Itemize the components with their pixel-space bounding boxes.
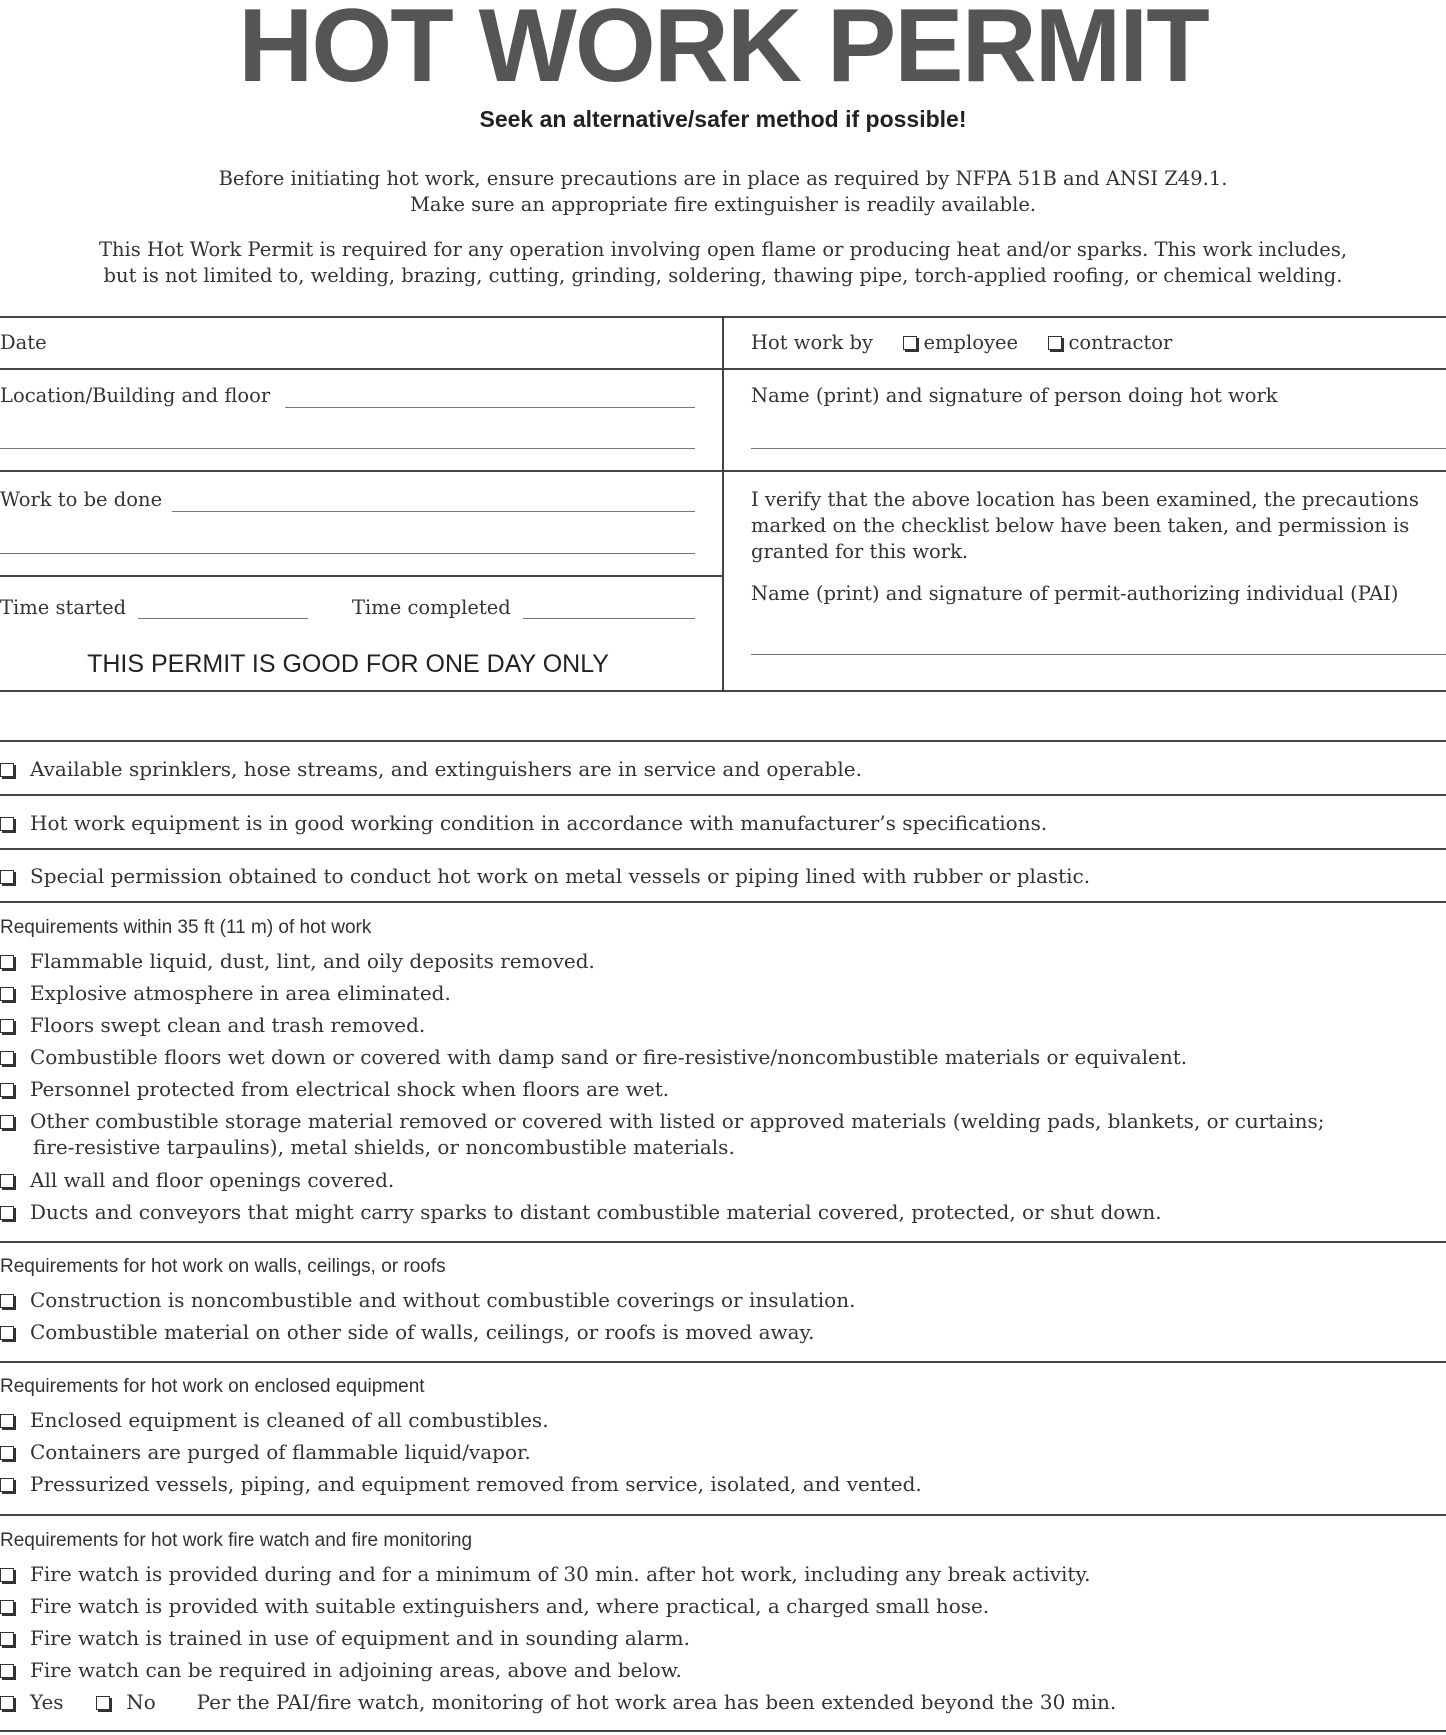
checklist-item: Hot work equipment is in good working condition in accordance with manufacturer’s specifications.	[0, 810, 1047, 836]
divider	[0, 1241, 1446, 1243]
divider	[0, 1361, 1446, 1363]
checklist-checkbox[interactable]	[0, 870, 14, 884]
one-day-notice: THIS PERMIT IS GOOD FOR ONE DAY ONLY	[87, 650, 609, 678]
work-field-line2[interactable]	[0, 553, 695, 554]
no-checkbox[interactable]	[96, 1696, 110, 1710]
time-started-label: Time started	[0, 596, 127, 619]
checklist-item: Containers are purged of flammable liquid/vapor.	[0, 1439, 531, 1465]
checklist-item: Construction is noncombustible and without combustible coverings or insulation.	[0, 1287, 855, 1313]
location-field-line2[interactable]	[0, 448, 695, 449]
intro-line: This Hot Work Permit is required for any operation involving open flame or producing heat and/or sparks. This work includes,	[98, 238, 1348, 261]
page-title: HOT WORK PERMIT	[238, 0, 1208, 104]
subtitle-warning: Seek an alternative/safer method if possible!	[479, 106, 967, 132]
time-completed-field[interactable]	[523, 618, 695, 619]
checklist-checkbox[interactable]	[0, 1478, 14, 1492]
hot-work-by-label: Hot work by	[751, 331, 874, 354]
divider	[0, 848, 1446, 850]
checklist-checkbox[interactable]	[0, 817, 14, 831]
checklist-item: Pressurized vessels, piping, and equipment removed from service, isolated, and vented.	[0, 1471, 922, 1497]
checklist-item: Combustible material on other side of walls, ceilings, or roofs is moved away.	[0, 1319, 815, 1345]
divider	[0, 1514, 1446, 1516]
checklist-item: Fire watch is provided with suitable extinguishers and, where practical, a charged small hose.	[0, 1593, 989, 1619]
checklist-checkbox[interactable]	[0, 1600, 14, 1614]
checklist-item: Available sprinklers, hose streams, and extinguishers are in service and operable.	[0, 756, 862, 782]
checklist-checkbox[interactable]	[0, 1051, 14, 1065]
work-field[interactable]	[172, 511, 695, 512]
verify-text: marked on the checklist below have been taken, and permission is	[751, 514, 1410, 537]
intro-line: Before initiating hot work, ensure precautions are in place as required by NFPA 51B and ANSI Z49.1.	[218, 167, 1228, 190]
yes-label: Yes	[30, 1690, 64, 1714]
section-heading: Requirements for hot work on walls, ceilings, or roofs	[0, 1256, 446, 1277]
contractor-label: contractor	[1068, 331, 1173, 354]
checklist-item: Flammable liquid, dust, lint, and oily deposits removed.	[0, 948, 595, 974]
checklist-checkbox[interactable]	[0, 1206, 14, 1220]
divider	[0, 740, 1446, 742]
location-field[interactable]	[285, 407, 695, 408]
checklist-checkbox[interactable]	[0, 1664, 14, 1678]
divider	[0, 901, 1446, 903]
checklist-checkbox[interactable]	[0, 1174, 14, 1188]
employee-label: employee	[923, 331, 1019, 354]
checklist-checkbox[interactable]	[0, 987, 14, 1001]
employee-checkbox[interactable]	[903, 336, 917, 350]
checklist-checkbox[interactable]	[0, 955, 14, 969]
checklist-checkbox[interactable]	[0, 1632, 14, 1646]
yes-checkbox[interactable]	[0, 1696, 14, 1710]
hot-work-by-row	[751, 331, 1172, 354]
checklist-checkbox[interactable]	[0, 1083, 14, 1097]
checklist-item-continued: fire-resistive tarpaulins), metal shields, or noncombustible materials.	[33, 1135, 735, 1159]
checklist-item: Explosive atmosphere in area eliminated.	[0, 980, 451, 1006]
checklist-item: Other combustible storage material removed or covered with listed or approved materials (welding pads, blankets, or curtains;	[0, 1108, 1325, 1134]
checklist-item: Combustible floors wet down or covered with damp sand or fire-resistive/noncombustible materials or equivalent.	[0, 1044, 1187, 1070]
name-doing-field[interactable]	[751, 448, 1446, 449]
checklist-item: Personnel protected from electrical shock when floors are wet.	[0, 1076, 669, 1102]
time-started-field[interactable]	[138, 618, 308, 619]
section-heading: Requirements within 35 ft (11 m) of hot work	[0, 917, 372, 938]
name-pai-field[interactable]	[751, 654, 1446, 655]
time-completed-label: Time completed	[352, 596, 511, 619]
section-heading: Requirements for hot work fire watch and fire monitoring	[0, 1530, 473, 1551]
verify-text: granted for this work.	[751, 540, 969, 563]
name-doing-label: Name (print) and signature of person doing hot work	[751, 384, 1278, 407]
name-pai-label: Name (print) and signature of permit-authorizing individual (PAI)	[751, 582, 1399, 605]
work-label: Work to be done	[0, 488, 163, 511]
divider	[0, 1730, 1446, 1732]
checklist-item: Fire watch is trained in use of equipment and in sounding alarm.	[0, 1625, 690, 1651]
date-label: Date	[0, 331, 47, 354]
column-divider	[722, 316, 724, 692]
no-label: No	[126, 1690, 156, 1714]
checklist-item: Fire watch is provided during and for a minimum of 30 min. after hot work, including any break activity.	[0, 1561, 1090, 1587]
intro-line: Make sure an appropriate fire extinguisher is readily available.	[409, 193, 1037, 216]
checklist-item: Enclosed equipment is cleaned of all combustibles.	[0, 1407, 549, 1433]
checklist-checkbox[interactable]	[0, 1568, 14, 1582]
checklist-checkbox[interactable]	[0, 1414, 14, 1428]
section-heading: Requirements for hot work on enclosed equipment	[0, 1376, 425, 1397]
monitoring-extended-row	[0, 1689, 1116, 1715]
intro-line: but is not limited to, welding, brazing, cutting, grinding, soldering, thawing pipe, torch-applied roofing, or chemical welding.	[103, 264, 1343, 287]
checklist-item: Floors swept clean and trash removed.	[0, 1012, 425, 1038]
divider	[0, 575, 722, 577]
verify-text: I verify that the above location has been examined, the precautions	[751, 488, 1419, 511]
checklist-item: Ducts and conveyors that might carry sparks to distant combustible material covered, protected, or shut down.	[0, 1199, 1162, 1225]
checklist-checkbox[interactable]	[0, 1019, 14, 1033]
location-label: Location/Building and floor	[0, 384, 271, 407]
checklist-checkbox[interactable]	[0, 1446, 14, 1460]
checklist-checkbox[interactable]	[0, 1115, 14, 1129]
divider	[0, 794, 1446, 796]
checklist-checkbox[interactable]	[0, 1294, 14, 1308]
checklist-checkbox[interactable]	[0, 1326, 14, 1340]
contractor-checkbox[interactable]	[1048, 336, 1062, 350]
checklist-checkbox[interactable]	[0, 763, 14, 777]
checklist-item: All wall and floor openings covered.	[0, 1167, 394, 1193]
checklist-item: Special permission obtained to conduct hot work on metal vessels or piping lined with rubber or plastic.	[0, 863, 1090, 889]
checklist-item: Fire watch can be required in adjoining areas, above and below.	[0, 1657, 682, 1683]
extended-text: Per the PAI/fire watch, monitoring of hot work area has been extended beyond the 30 min.	[196, 1690, 1117, 1714]
